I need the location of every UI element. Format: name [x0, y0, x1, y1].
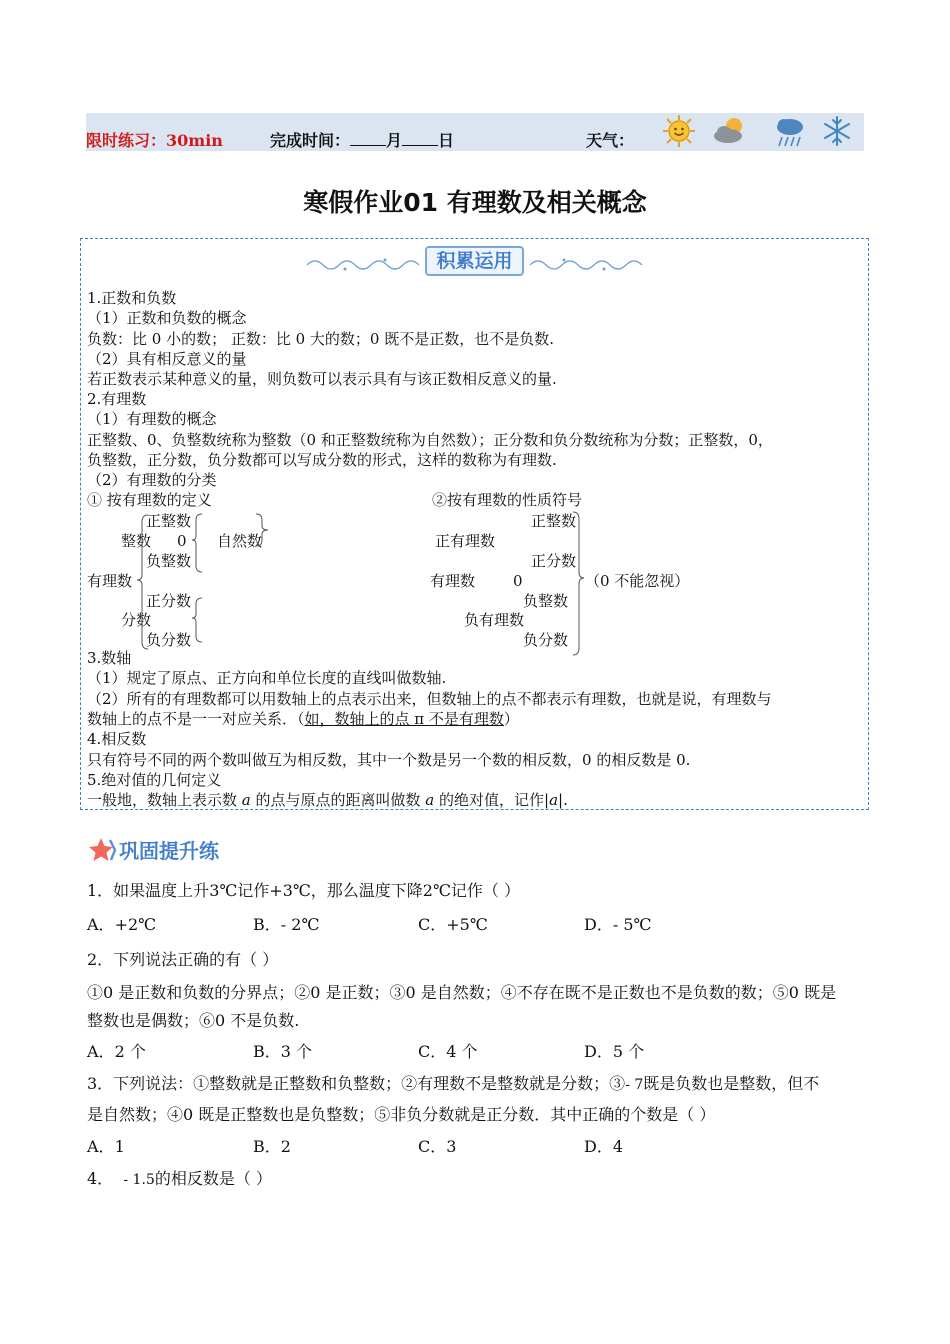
- q3-option-c[interactable]: C．3: [418, 1137, 457, 1156]
- cls2-pos-int: 正整数: [531, 512, 577, 530]
- sun-icon: [662, 114, 696, 148]
- cls2-pos-rational: 正有理数: [435, 532, 496, 550]
- q1-option-c[interactable]: C．+5℃: [418, 915, 488, 934]
- q3-option-d[interactable]: D．4: [584, 1137, 624, 1156]
- left-wave-ornament: [305, 253, 423, 273]
- s2-sub2: （2）有理数的分类: [87, 471, 217, 489]
- s5-text: 一般地，数轴上表示数 a 的点与原点的距离叫做数 a 的绝对值，记作|a|.: [87, 791, 568, 809]
- weather-label: 天气：: [586, 131, 635, 150]
- cls2-neg-int: 负整数: [523, 592, 569, 610]
- s1-sub2: （2）具有相反意义的量: [87, 350, 247, 368]
- s2-text-a: 正整数、0、负整数统称为整数（0 和正整数统称为自然数）；正分数和负分数统称为分数；正整数，0，: [87, 431, 773, 449]
- cloudy-icon: [711, 115, 751, 147]
- cls2-neg-rational: 负有理数: [464, 611, 525, 629]
- month-blank[interactable]: [350, 131, 386, 146]
- s1-def: 负数：比 0 小的数； 正数：比 0 大的数；0 既不是正数，也不是负数.: [87, 330, 555, 348]
- s3-title: 3.数轴: [87, 649, 132, 667]
- star-icon: [88, 836, 118, 864]
- cls1-fraction: 分数: [121, 611, 152, 629]
- page-title: 寒假作业01 有理数及相关概念: [303, 188, 647, 217]
- rain-icon: [773, 115, 807, 149]
- cls1-zero: 0: [177, 532, 187, 550]
- right-wave-ornament: [528, 253, 646, 273]
- q3-option-b[interactable]: B．2: [253, 1137, 291, 1156]
- cls1-natural: 自然数: [217, 532, 263, 550]
- s3-item2a: （2）所有的有理数都可以用数轴上的点表示出来，但数轴上的点不都表示有理数，也就是说，有理数与: [87, 690, 772, 708]
- q3-line-a: 3．下列说法：①整数就是正整数和负整数；②有理数不是整数就是分数；③- 7既是负数也是整数，但不: [87, 1074, 820, 1093]
- day-blank[interactable]: [402, 131, 438, 146]
- q3-option-a[interactable]: A．1: [87, 1137, 125, 1156]
- snow-icon: [821, 115, 853, 147]
- cls1-integer: 整数: [121, 532, 152, 550]
- s3-item2b: 数轴上的点不是一一对应关系．（如，数轴上的点 π 不是有理数）: [87, 710, 519, 728]
- q2-line-b: 整数也是偶数；⑥0 不是负数.: [87, 1011, 300, 1030]
- cls1-braces: [136, 510, 276, 655]
- q2-line-a: ①0 是正数和负数的分界点；②0 是正数；③0 是自然数；④不存在既不是正数也不是负数的数；⑤0 既是: [87, 983, 837, 1002]
- s4-text: 只有符号不同的两个数叫做互为相反数，其中一个数是另一个数的相反数，0 的相反数是 0.: [87, 751, 691, 769]
- q1-option-b[interactable]: B．- 2℃: [253, 915, 320, 934]
- cls2-zero: 0: [513, 572, 523, 590]
- pi-example: 如，数轴上的点 π 不是有理数: [304, 710, 504, 728]
- cls1-pos-frac: 正分数: [146, 592, 192, 610]
- q2-option-b[interactable]: B．3 个: [253, 1042, 313, 1061]
- s2-sub1: （1）有理数的概念: [87, 410, 217, 428]
- cls2-braces: [478, 510, 588, 660]
- s2-text-b: 负整数，正分数，负分数都可以写成分数的形式，这样的数称为有理数.: [87, 451, 557, 469]
- cls1-heading: ① 按有理数的定义: [87, 491, 212, 509]
- time-limit: 限时练习：30min: [86, 131, 223, 150]
- cls2-pos-frac: 正分数: [531, 552, 577, 570]
- q4-stem: 4． - 1.5的相反数是（ ）: [87, 1169, 272, 1188]
- cls1-pos-int: 正整数: [146, 512, 192, 530]
- q1-option-a[interactable]: A．+2℃: [87, 915, 157, 934]
- s4-title: 4.相反数: [87, 730, 147, 748]
- q3-line-b: 是自然数；④0 既是正整数也是负整数；⑤非负分数就是正分数．其中正确的个数是（ ）: [87, 1105, 716, 1124]
- cls2-heading: ②按有理数的性质符号: [432, 491, 583, 509]
- knowledge-badge: 积累运用: [425, 246, 524, 276]
- q1-stem: 1．如果温度上升3℃记作+3℃，那么温度下降2℃记作（ ）: [87, 881, 520, 900]
- q2-stem: 2．下列说法正确的有（ ）: [87, 950, 279, 969]
- q2-option-d[interactable]: D．5 个: [584, 1042, 645, 1061]
- q2-option-c[interactable]: C．4 个: [418, 1042, 478, 1061]
- cls1-root: 有理数: [87, 572, 133, 590]
- s1-title: 1.正数和负数: [87, 289, 177, 307]
- s5-title: 5.绝对值的几何定义: [87, 771, 222, 789]
- s2-title: 2.有理数: [87, 390, 147, 408]
- s1-text: 若正数表示某种意义的量，则负数可以表示具有与该正数相反意义的量.: [87, 370, 557, 388]
- cls1-neg-frac: 负分数: [146, 631, 192, 649]
- cls2-neg-frac: 负分数: [523, 631, 569, 649]
- s3-item1: （1）规定了原点、正方向和单位长度的直线叫做数轴.: [87, 669, 447, 687]
- practice-title: 巩固提升练: [119, 839, 219, 863]
- s1-sub1: （1）正数和负数的概念: [87, 309, 247, 327]
- q1-option-d[interactable]: D．- 5℃: [584, 915, 652, 934]
- cls2-root: 有理数: [430, 572, 476, 590]
- q2-option-a[interactable]: A．2 个: [87, 1042, 146, 1061]
- cls1-neg-int: 负整数: [146, 552, 192, 570]
- finish-time: 完成时间： 月 日: [270, 131, 455, 150]
- cls2-note: （0 不能忽视）: [585, 572, 690, 590]
